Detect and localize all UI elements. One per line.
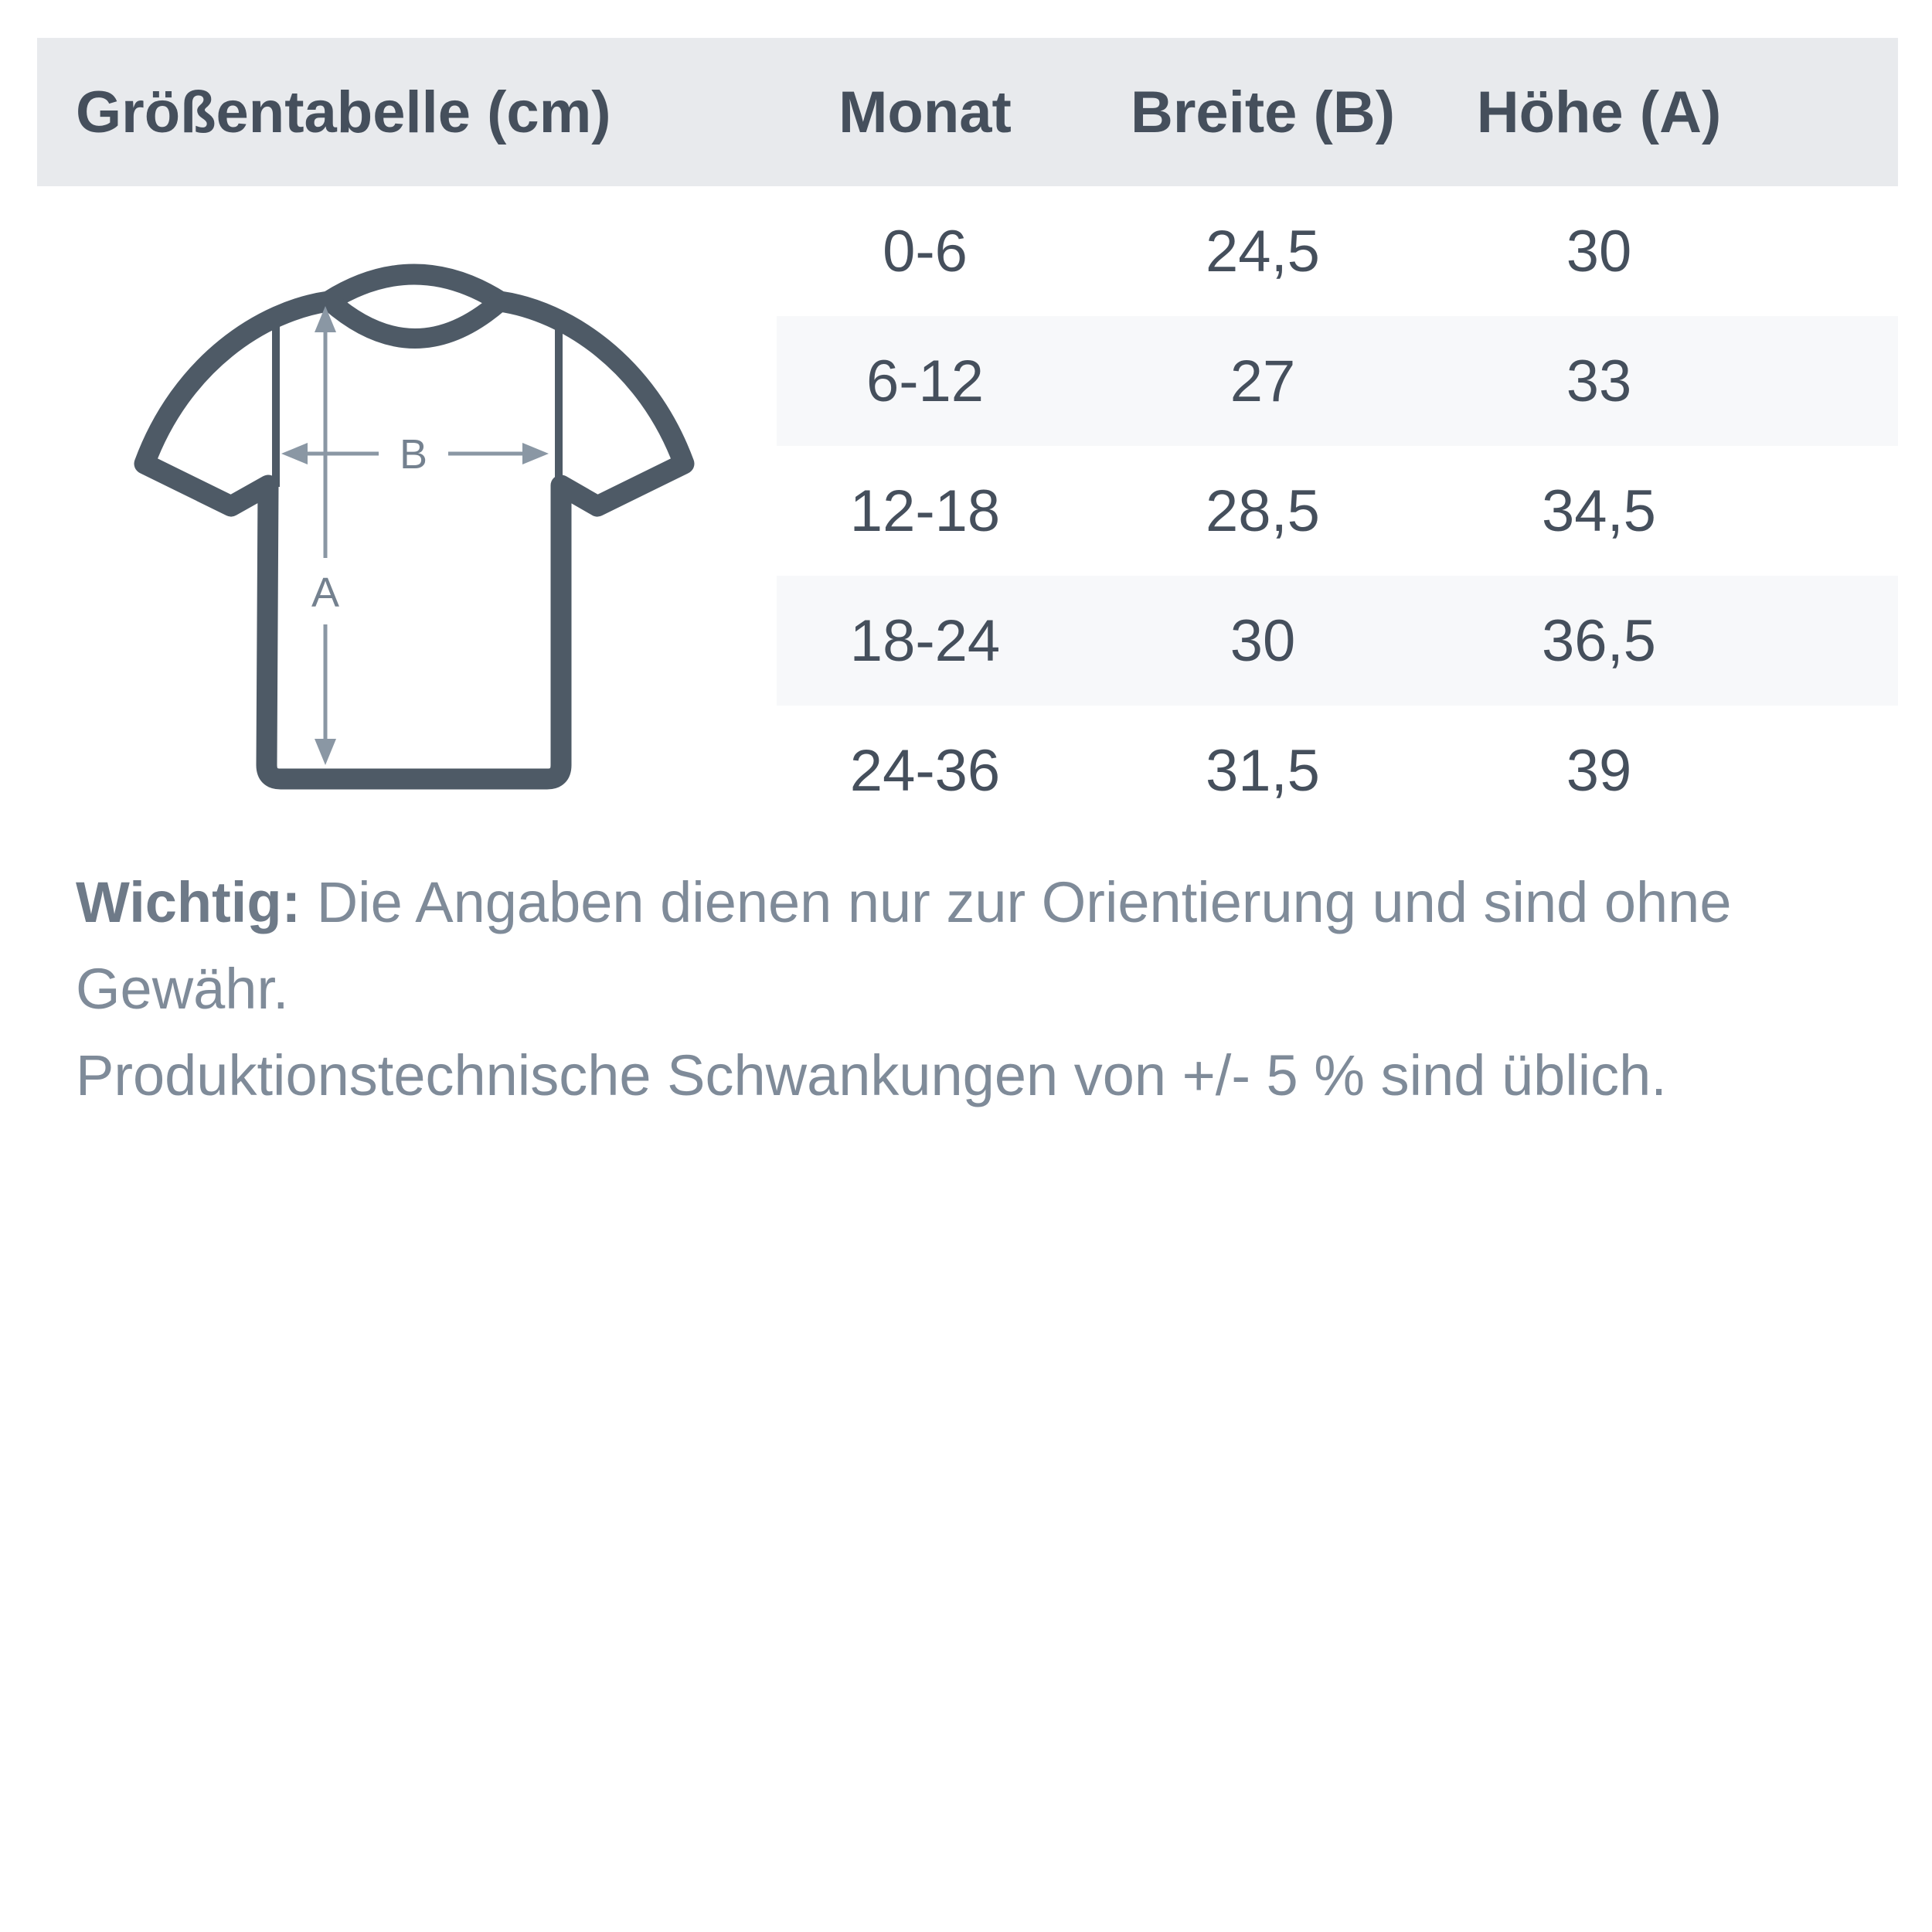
table-row: [777, 706, 1898, 835]
column-header-monat: Monat: [838, 79, 1012, 145]
table-row: [777, 186, 1898, 316]
table-header-row: [37, 38, 1898, 186]
column-header-breite: Breite (B): [1130, 79, 1396, 145]
cell-breite: 31,5: [1206, 737, 1320, 804]
cell-hoehe: 39: [1566, 737, 1632, 804]
cell-breite: 24,5: [1206, 218, 1320, 284]
cell-breite: 30: [1230, 607, 1296, 674]
cell-breite: 28,5: [1206, 478, 1320, 544]
cell-hoehe: 30: [1566, 218, 1632, 284]
note-important-label: Wichtig:: [76, 870, 301, 934]
tshirt-icon: [108, 263, 711, 819]
cell-breite: 27: [1230, 348, 1296, 414]
tshirt-outline: [145, 274, 684, 779]
cell-monat: 0-6: [883, 218, 968, 284]
table-row: [777, 576, 1898, 706]
cell-monat: 24-36: [849, 737, 1001, 804]
table-row: [777, 316, 1898, 446]
column-header-hoehe: Höhe (A): [1476, 79, 1722, 145]
note-text-line1: Die Angaben dienen nur zur Orientierung und sind ohne Gewähr.: [76, 870, 1732, 1021]
note-text-line2: Produktionstechnische Schwankungen von +/- 5 % sind üblich.: [76, 1043, 1667, 1107]
page-title: Größentabelle (cm): [76, 79, 611, 145]
cell-monat: 6-12: [866, 348, 985, 414]
cell-hoehe: 34,5: [1542, 478, 1656, 544]
cell-hoehe: 33: [1566, 348, 1632, 414]
cell-monat: 12-18: [849, 478, 1001, 544]
height-label: A: [311, 570, 340, 616]
tshirt-measurement-diagram: [108, 263, 711, 819]
cell-hoehe: 36,5: [1542, 607, 1656, 674]
cell-monat: 18-24: [849, 607, 1001, 674]
width-label: B: [399, 431, 428, 478]
disclaimer-note: [76, 859, 1876, 1119]
table-row: [777, 446, 1898, 576]
